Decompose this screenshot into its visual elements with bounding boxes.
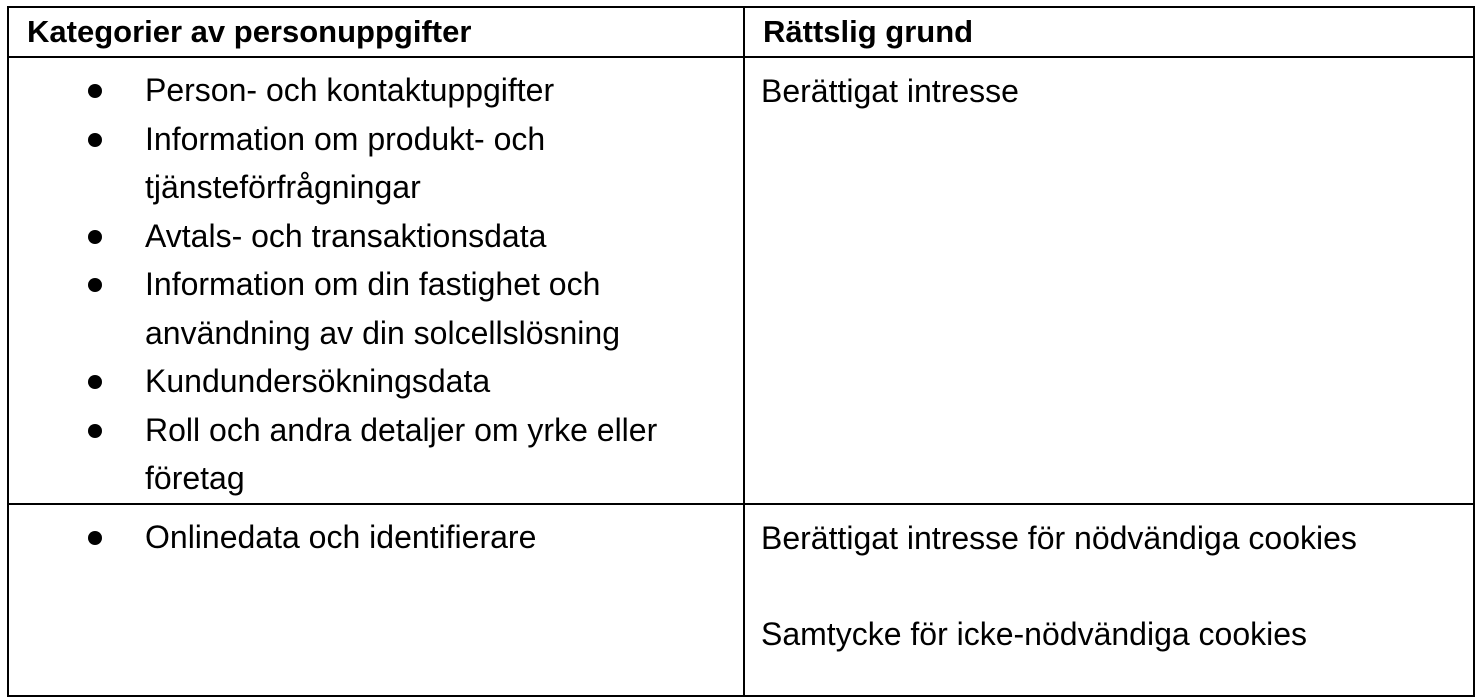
personal-data-table [7, 6, 1475, 697]
legal-basis-text-block [745, 58, 1473, 116]
category-list [9, 505, 743, 562]
category-text: Information om produkt- och tjänsteförfrågningar [145, 120, 546, 205]
bullet-icon [88, 424, 102, 438]
legal-basis-cell [744, 504, 1474, 696]
legal-basis-cell [744, 57, 1474, 504]
list-item [9, 513, 743, 562]
category-text: Avtals- och transaktionsdata [145, 217, 547, 254]
header-legal-basis: Rättslig grund [744, 7, 1474, 57]
category-text: Person- och kontaktuppgifter [145, 72, 555, 108]
legal-basis-text: Berättigat intresse för nödvändiga cookies [761, 519, 1357, 556]
bullet-icon [88, 531, 102, 545]
bullet-icon [88, 230, 102, 244]
table-header-row [8, 7, 1474, 57]
header-categories: Kategorier av personuppgifter [8, 7, 744, 57]
bullet-icon [88, 375, 102, 389]
category-text: Information om din fastighet och användning av din solcellslösning [145, 266, 620, 351]
table-row [8, 504, 1474, 696]
legal-basis-text: Samtycke för icke-nödvändiga cookies [761, 616, 1308, 652]
legal-basis-text-block [745, 505, 1473, 659]
category-text: Onlinedata och identifierare [145, 518, 537, 555]
list-item [9, 260, 743, 357]
categories-cell [8, 57, 744, 504]
list-item [9, 406, 743, 503]
table-row [8, 57, 1474, 504]
category-list [9, 58, 743, 503]
category-text: Kundundersökningsdata [145, 363, 491, 399]
list-item [9, 115, 743, 212]
legal-basis-text: Berättigat intresse [761, 73, 1019, 109]
bullet-icon [88, 133, 102, 147]
list-item [9, 66, 743, 115]
bullet-icon [88, 278, 102, 292]
paragraph-gap [761, 562, 1463, 610]
bullet-icon [88, 84, 102, 98]
list-item [9, 357, 743, 406]
categories-cell [8, 504, 744, 696]
list-item [9, 212, 743, 261]
category-text: Roll och andra detaljer om yrke eller företag [145, 411, 658, 496]
